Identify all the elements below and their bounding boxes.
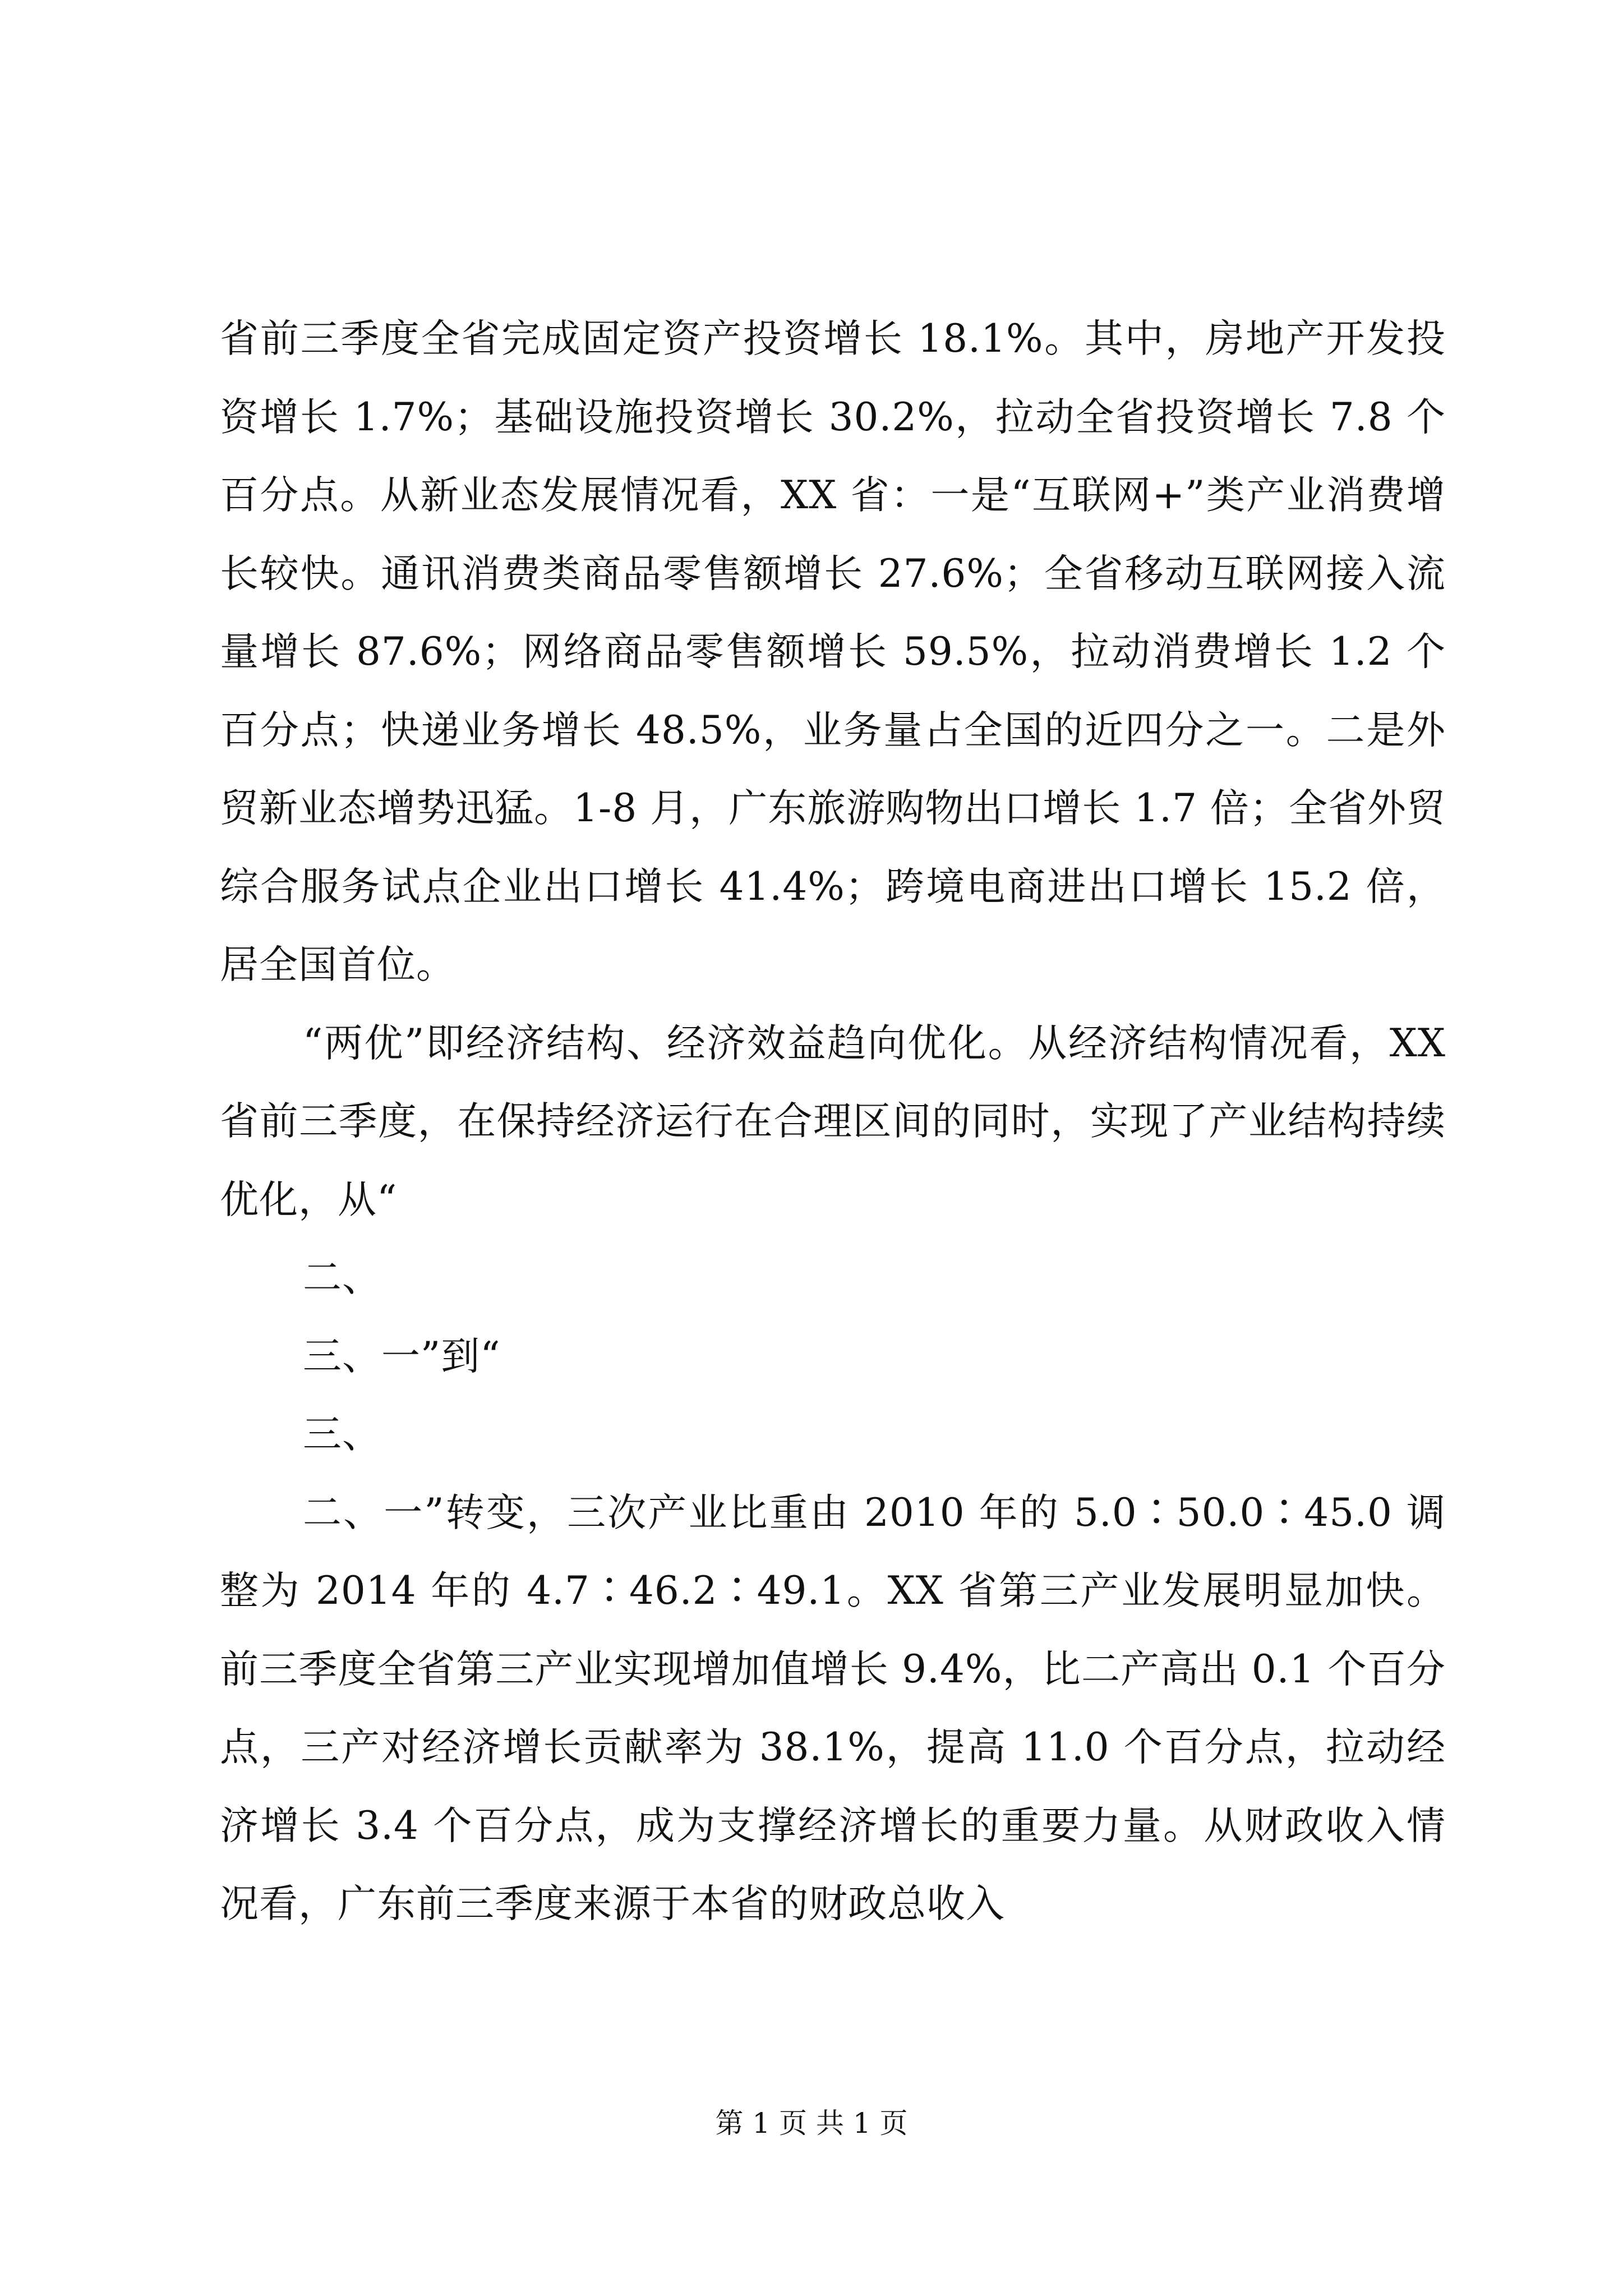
paragraph-two-optimizations: “两优”即经济结构、经济效益趋向优化。从经济结构情况看，XX 省前三季度，在保持经济运行在合理区间的同时，实现了产业结构持续优化，从“ — [220, 1020, 1446, 1222]
paragraph-industry-structure: 二、一”转变，三次产业比重由 2010 年的 5.0∶50.0∶45.0 调整为 2014 年的 4.7∶46.2∶49.1。XX 省第三产业发展明显加快。前三季度全省第三产业实现增加值增长 9.4%，比二产高出 0.1 个百分点，三产对经济增长贡献率为 38.1%，提高 11.0 个百分点，拉动经济增长 3.4 个百分点，成为支撑经济增长的重要力量。从财政收入情况看，广东前三季度来源于本省的财政总收入 — [220, 1490, 1446, 1926]
page-footer: 第 1 页 共 1 页 — [715, 2107, 908, 2139]
paragraph-fragment-1: 二、 — [303, 1255, 381, 1300]
paragraph-fragment-3: 三、 — [303, 1412, 381, 1457]
paragraph-fragment-2: 三、一”到“ — [303, 1333, 501, 1379]
document-body — [220, 300, 1446, 1944]
paragraph-investment: 省前三季度全省完成固定资产投资增长 18.1%。其中，房地产开发投资增长 1.7%；基础设施投资增长 30.2%，拉动全省投资增长 7.8 个百分点。从新业态发展情况看，XX 省：一是“互联网+”类产业消费增长较快。通讯消费类商品零售额增长 27.6%；全省移动互联网接入流量增长 87.6%；网络商品零售额增长 59.5%，拉动消费增长 1.2 个百分点；快递业务增长 48.5%，业务量占全国的近四分之一。二是外贸新业态增势迅猛。1-8 月，广东旅游购物出口增长 1.7 倍；全省外贸综合服务试点企业出口增长 41.4%；跨境电商进出口增长 15.2 倍，居全国首位。 — [220, 316, 1446, 987]
